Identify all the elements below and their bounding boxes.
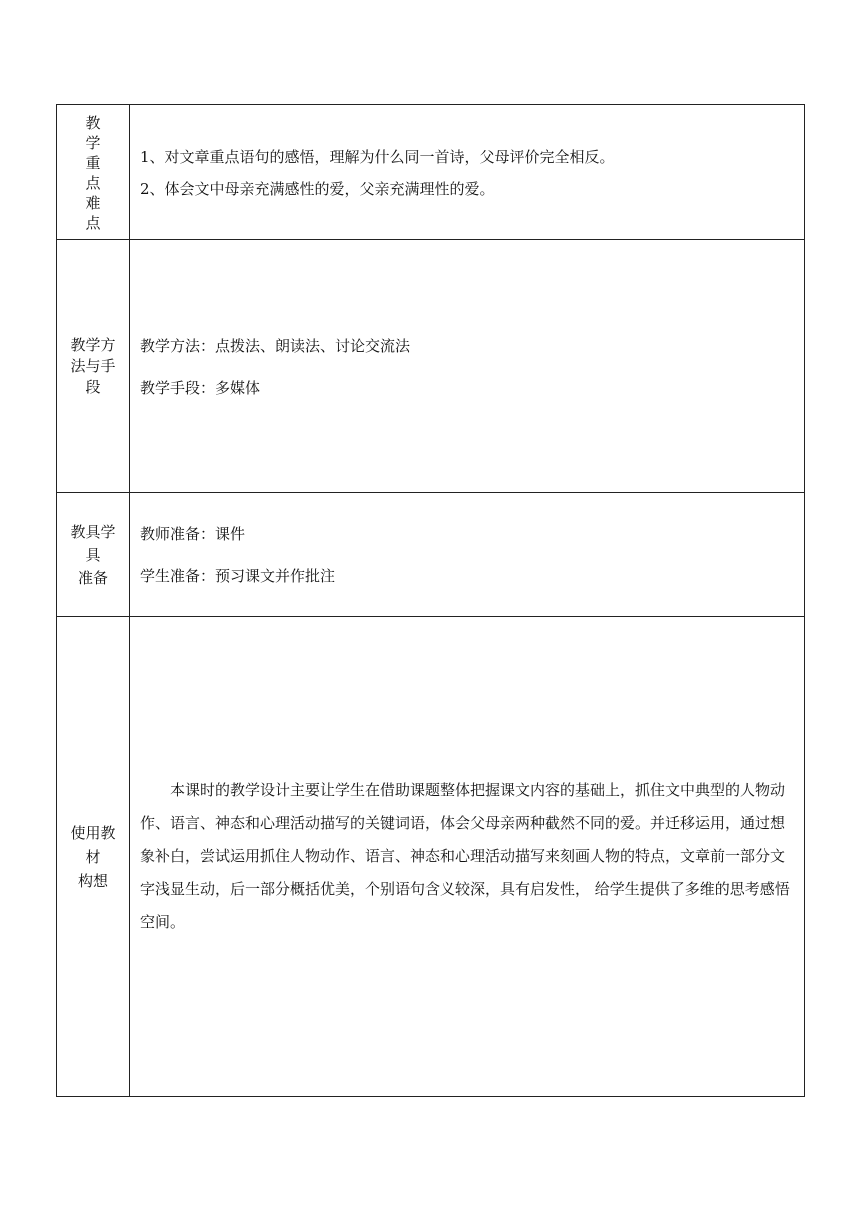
row-design-concept <box>56 616 805 1097</box>
header-char: 难 <box>85 193 101 212</box>
key-point-item: 1、对文章重点语句的感悟，理解为什么同一首诗，父母评价完全相反。 <box>140 147 615 166</box>
header-line: 段 <box>85 378 101 396</box>
row-header-materials <box>57 493 130 617</box>
header-line: 构想 <box>77 871 108 890</box>
header-line: 材 <box>85 847 101 866</box>
row-content-design-concept <box>130 617 804 1096</box>
header-line: 教学方 <box>70 336 116 354</box>
row-content-methods <box>130 240 804 493</box>
header-char: 重 <box>85 153 101 172</box>
material-item: 教师准备：课件 <box>140 525 246 543</box>
header-char: 点 <box>85 213 101 232</box>
row-methods <box>56 239 805 493</box>
key-point-item: 2、体会文中母亲充满感性的爱，父亲充满理性的爱。 <box>140 179 495 198</box>
header-line: 准备 <box>77 568 108 587</box>
material-item: 学生准备：预习课文并作批注 <box>140 567 336 585</box>
header-line: 法与手 <box>70 357 116 375</box>
row-key-points <box>56 104 805 240</box>
header-line: 教具学 <box>70 522 116 541</box>
row-header-key-points <box>57 105 130 240</box>
row-materials <box>56 492 805 617</box>
row-content-key-points <box>130 105 804 240</box>
header-line: 使用教 <box>70 823 116 842</box>
header-char: 教 <box>85 113 101 132</box>
header-char: 学 <box>85 133 101 152</box>
header-line: 具 <box>85 545 101 564</box>
method-item: 教学手段：多媒体 <box>140 378 261 397</box>
design-concept-paragraph: 本课时的教学设计主要让学生在借助课题整体把握课文内容的基础上，抓住文中典型的人物动作、语言、神态和心理活动描写的关键词语，体会父母亲两种截然不同的爱。并迁移运用，通过想象补白，尝试运用抓住人物动作、语言、神态和心理活动描写来刻画人物的特点，文章前一部分文字浅显生动，后一部分概括优美，个别语句含义较深，具有启发性， 给学生提供了多维的思考感悟空间。 <box>140 781 790 931</box>
row-content-materials <box>130 493 804 617</box>
row-header-design-concept <box>57 617 130 1096</box>
header-char: 点 <box>85 173 101 192</box>
method-item: 教学方法：点拨法、朗读法、讨论交流法 <box>140 336 411 355</box>
lesson-plan-table <box>56 104 805 1097</box>
row-header-methods <box>57 240 130 493</box>
